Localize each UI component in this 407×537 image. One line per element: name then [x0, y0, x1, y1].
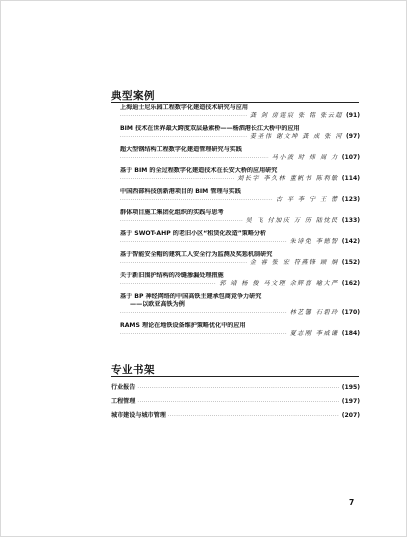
book-row[interactable] — [111, 396, 360, 405]
toc-entry[interactable] — [120, 322, 360, 338]
section-rule — [111, 376, 359, 377]
leader-dots — [120, 196, 273, 204]
leader-dots — [120, 154, 269, 162]
toc-entry[interactable] — [120, 104, 360, 120]
entry-authors: 龚 剑 房霆宸 张 铭 张云超 — [249, 112, 343, 119]
entry-authors: 夏志刚 李威谦 — [289, 330, 339, 337]
entry-page: (133) — [341, 217, 360, 224]
entry-title: 上海迪士尼乐园工程数字化建造技术研究与应用 — [120, 104, 248, 111]
entry-title: 基于 BIM 的全过程数字化建造技术在长安大桥的应用研究 — [120, 167, 278, 174]
leader-dots — [120, 112, 247, 120]
entry-author-line — [120, 175, 360, 183]
entry-author-line — [120, 259, 360, 267]
toc-entry[interactable] — [120, 251, 360, 267]
entry-title: BIM 技术在世界最大跨度双层悬索桥——杨泗港长江大桥中的应用 — [120, 125, 300, 132]
toc-entry[interactable] — [120, 209, 360, 225]
book-label: 行业报告 — [111, 384, 136, 391]
entry-author-line — [120, 133, 360, 141]
entry-author-line — [120, 280, 360, 288]
page-number: 7 — [349, 498, 355, 507]
leader-dots — [120, 217, 243, 225]
leader-dots — [120, 330, 287, 338]
book-label: 城市建设与城市管理 — [111, 412, 166, 419]
book-page: (197) — [341, 398, 360, 405]
entry-page: (107) — [341, 154, 360, 161]
book-page: (195) — [341, 384, 360, 391]
leader-dots — [120, 259, 247, 267]
entry-authors: 郭 靖 杨 俊 马文理 余辉喜 喻大严 — [219, 280, 339, 287]
entry-subtitle: ——以欧亚高铁为例 — [130, 301, 185, 308]
entry-page: (162) — [341, 280, 360, 287]
entry-page: (97) — [345, 133, 360, 140]
leader-dots — [120, 133, 247, 141]
entry-authors: 刘长宇 李久林 董帆书 陈利敏 — [237, 175, 339, 182]
toc-entry[interactable] — [120, 230, 360, 246]
entry-page: (91) — [345, 112, 360, 119]
entry-authors: 吴 飞 付加庆 万 历 陆忱民 — [245, 217, 339, 224]
entry-authors: 金 睿 张 宏 符燕锋 顾 炯 — [249, 259, 339, 266]
leader-dots — [137, 385, 338, 391]
leader-dots — [120, 280, 216, 288]
entry-author-line — [120, 238, 360, 246]
toc-entry[interactable] — [120, 293, 360, 317]
entry-author-line — [120, 154, 360, 162]
leader-dots — [120, 238, 287, 246]
book-row[interactable] — [111, 382, 360, 391]
entry-page: (170) — [341, 309, 360, 316]
toc-entry[interactable] — [120, 125, 360, 141]
entry-authors: 古 平 李 宁 王 蕾 — [275, 196, 339, 203]
leader-dots — [120, 309, 287, 317]
entry-title: 基于 BP 神经网络的中国高铁主建承包商竞争力研究 — [120, 293, 262, 300]
entry-page: (184) — [341, 330, 360, 337]
entry-page: (152) — [341, 259, 360, 266]
toc-entry[interactable] — [120, 167, 360, 183]
toc-entry[interactable] — [120, 272, 360, 288]
entry-title: 群体项目施工集团化组织的实践与思考 — [120, 209, 224, 216]
entry-author-line — [120, 196, 360, 204]
entry-title: 基于智能安全帽的建筑工人安全行为监测及奖惩机制研究 — [120, 251, 273, 258]
entry-title: 超大型钢结构工程数字化建造管理研究与实践 — [120, 146, 242, 153]
entry-author-line — [120, 112, 360, 120]
entry-title: 中国西部科技创新港项目的 BIM 管理与实践 — [120, 188, 241, 195]
section-heading-cases: 典型案例 — [111, 90, 155, 102]
entry-title: RAMS 理论在地铁设备维护策略优化中的应用 — [120, 322, 246, 329]
entry-authors: 姜圣伟 谢文坤 龚 成 张 河 — [249, 133, 343, 140]
book-row[interactable] — [111, 410, 360, 419]
entry-author-line — [120, 330, 360, 338]
entry-author-line — [120, 309, 360, 317]
entry-title: 关于新旧围护结构的冷缝渗漏处理措施 — [120, 272, 224, 279]
section-heading-books: 专业书架 — [111, 364, 155, 376]
leader-dots — [168, 413, 339, 419]
toc-entry[interactable] — [120, 146, 360, 162]
entry-page: (114) — [341, 175, 360, 182]
entry-authors: 朱诗免 李德智 — [289, 238, 339, 245]
entry-author-line — [120, 217, 360, 225]
entry-page: (123) — [341, 196, 360, 203]
book-page: (207) — [341, 412, 360, 419]
entry-page: (142) — [341, 238, 360, 245]
entry-title: 基于 SWOT-AHP 的老旧小区“租赁化改造”策略分析 — [120, 230, 267, 237]
book-label: 工程管理 — [111, 398, 136, 405]
toc-entry[interactable] — [120, 188, 360, 204]
entry-authors: 马小波 时 炜 周 力 — [271, 154, 339, 161]
leader-dots — [137, 399, 338, 405]
entry-authors: 林艺馨 石碧玲 — [289, 309, 339, 316]
section-rule — [111, 102, 359, 103]
leader-dots — [120, 175, 234, 183]
